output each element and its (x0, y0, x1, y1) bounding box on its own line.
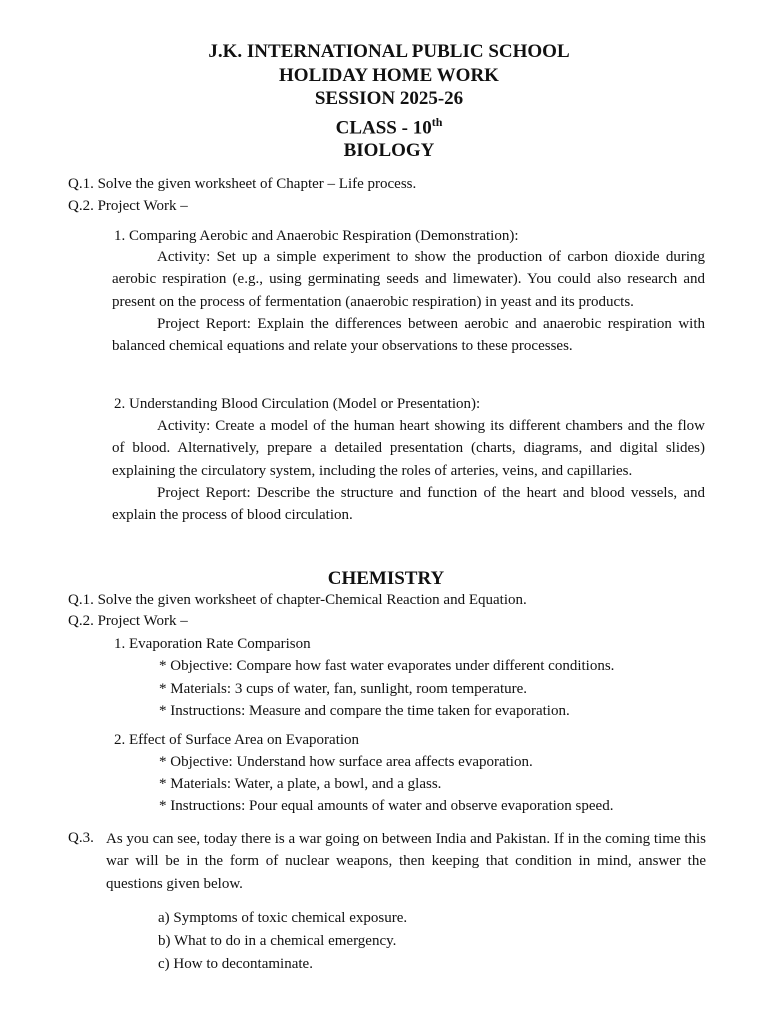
biology-project1-activity: Activity: Set up a simple experiment to show the production of carbon dioxide during aerobic respiration (e.g., using germinating seeds and limewater). You could also research and present on the process of fermentation (anaerobic respiration) in yeast and its products. (112, 249, 705, 310)
biology-q2: Q.2. Project Work – (68, 198, 188, 214)
chemistry-project1-title: 1. Evaporation Rate Comparison (114, 636, 311, 652)
chemistry-project2-title: 2. Effect of Surface Area on Evaporation (114, 732, 360, 748)
chemistry-project1-item: * Objective: Compare how fast water evaporates under different conditions. (159, 658, 615, 674)
chemistry-project1-item: * Instructions: Measure and compare the time taken for evaporation. (159, 703, 570, 719)
chemistry-q1: Q.1. Solve the given worksheet of chapter-Chemical Reaction and Equation. (68, 592, 527, 608)
biology-project2-body (112, 415, 705, 526)
document-title: HOLIDAY HOME WORK (279, 64, 499, 86)
subject-heading: BIOLOGY (343, 140, 435, 162)
chemistry-project2-item: * Materials: Water, a plate, a bowl, and a glass. (159, 776, 442, 792)
chemistry-q3-subquestion: c) How to decontaminate. (158, 956, 313, 972)
chemistry-q3-label: Q.3. (68, 830, 94, 846)
chemistry-q3-paragraph: As you can see, today there is a war going on between India and Pakistan. If in the coming time this war will be in the form of nuclear weapons, then keeping that condition in mind, answer the questions given below. (106, 831, 706, 892)
biology-project2-activity: Activity: Create a model of the human heart showing its different chambers and the flow of blood. Alternatively, prepare a detailed presentation (charts, diagrams, and digital slides) explaining the circulatory system, including the roles of arteries, veins, and capillaries. (112, 418, 705, 479)
biology-project1-body (112, 246, 705, 357)
biology-project1-report: Project Report: Explain the differences between aerobic and anaerobic respiration with balanced chemical equations and relate your observations to these processes. (112, 315, 705, 355)
class-superscript: th (431, 114, 443, 129)
chemistry-q3-subquestion: b) What to do in a chemical emergency. (158, 933, 397, 949)
session-label: SESSION 2025-26 (314, 88, 464, 109)
chemistry-project2-item: * Objective: Understand how surface area affects evaporation. (159, 754, 533, 770)
school-name: J.K. INTERNATIONAL PUBLIC SCHOOL (208, 41, 570, 62)
chemistry-project2-item: * Instructions: Pour equal amounts of water and observe evaporation speed. (159, 798, 614, 814)
class-text: CLASS - 10 (335, 116, 432, 138)
biology-project2-report: Project Report: Describe the structure and function of the heart and blood vessels, and explain the process of blood circulation. (112, 484, 705, 524)
document-header (0, 40, 768, 163)
chemistry-project1-item: * Materials: 3 cups of water, fan, sunlight, room temperature. (159, 681, 528, 697)
chemistry-q3-text (106, 828, 706, 895)
chemistry-q3-subquestion: a) Symptoms of toxic chemical exposure. (158, 910, 408, 926)
biology-q1: Q.1. Solve the given worksheet of Chapter – Life process. (68, 176, 417, 192)
class-label (0, 111, 768, 140)
chemistry-q2: Q.2. Project Work – (68, 613, 188, 629)
biology-project1-title: 1. Comparing Aerobic and Anaerobic Respiration (Demonstration): (114, 228, 519, 244)
biology-project2-title: 2. Understanding Blood Circulation (Model or Presentation): (114, 396, 481, 412)
chemistry-heading: CHEMISTRY (327, 568, 445, 589)
